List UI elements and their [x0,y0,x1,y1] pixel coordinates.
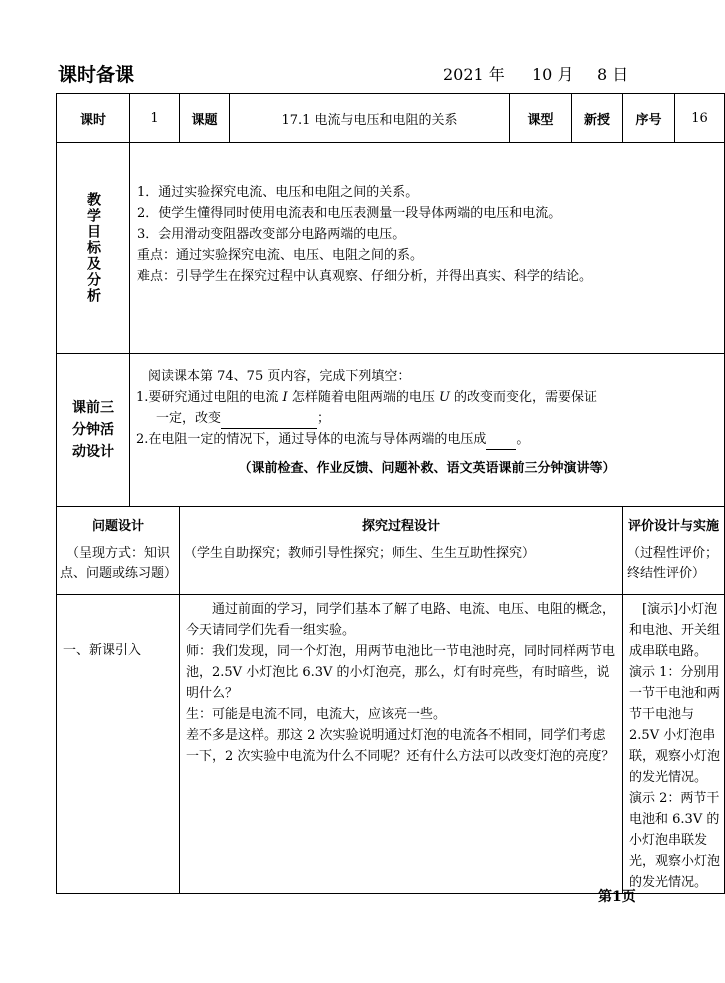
kexing-label: 课型 [510,94,572,143]
info-row [57,94,725,143]
warmup-intro: 阅读课本第 74、75 页内容，完成下列填空： [148,369,411,384]
evaluation-para: 演示 1：分别用一节干电池和两节干电池与 2.5V 小灯泡串联，观察小灯泡的发光情况。 [629,665,721,785]
keti-label: 课题 [180,94,230,143]
warmup-label-cell [57,354,130,507]
evaluation-para: 演示 2：两节干电池和 6.3V 的小灯泡串联发光，观察小灯泡的发光情况。 [629,791,721,890]
page-title: 课时备课 [58,64,135,86]
blank-2[interactable] [486,434,516,450]
goal-line: 1．通过实验探究电流、电压和电阻之间的关系。 [137,184,419,200]
goal-line: 3．会用滑动变阻器改变部分电路两端的电压。 [137,226,406,242]
q1-part-d: 一定，改变 [156,411,222,426]
goal-line: 2．使学生懂得同时使用电流表和电压表测量一段导体两端的电压和电流。 [137,205,562,221]
col3-header [623,507,725,595]
problem-text: 一、新课引入 [63,643,142,658]
process-para: 师：我们发现，同一个灯泡，用两节电池比一节电池时亮，同时同样两节电池，2.5V 小灯泡比 6.3V 的小灯泡亮，那么，灯有时亮些，有时暗些，说明什么？ [186,644,616,701]
col1-head: 问题设计 [91,519,144,534]
q2-end: 。 [516,432,530,447]
warmup-q1 [136,387,718,408]
warmup-content [130,354,725,507]
warmup-q1-cont [136,408,718,429]
col3-sub: （过程性评价；终结性评价） [627,546,719,581]
warmup-note: （课前检查、作业反馈、问题补救、语文英语课前三分钟演讲等） [238,461,616,476]
xuhao-value: 16 [675,94,725,143]
kexing-value: 新授 [572,94,623,143]
process-para: 通过前面的学习，同学们基本了解了电路、电流、电压、电阻的概念，今天请同学们先看一组实验。 [186,602,616,638]
warmup-row [57,354,725,507]
q1-part-a: 1.要研究通过电阻的电流 [136,390,283,405]
q2-text: 2.在电阻一定的情况下，通过导体的电流与导体两端的电压成 [136,432,487,447]
keshi-value: 1 [130,94,180,143]
column-header-row [57,507,725,595]
col1-header [57,507,180,595]
q1-part-c: 的改变而变化，需要保证 [449,390,598,405]
warmup-q2 [136,429,718,450]
date-day: 8 日 [597,65,629,84]
process-para: 差不多是这样。那这 2 次实验说明通过灯泡的电流各不相同，同学们考虑一下，2 次实验中电流为什么不同呢？还有什么方法可以改变灯泡的亮度？ [186,728,615,764]
col2-header [180,507,623,595]
q1-part-b: 怎样随着电阻两端的电压 [287,390,439,405]
lesson-plan-table [56,93,725,894]
goals-label-cell [57,143,130,354]
keshi-label: 课时 [57,94,130,143]
xuhao-label: 序号 [623,94,675,143]
keti-value: 17.1 电流与电压和电阻的关系 [230,94,510,143]
goal-line: 难点：引导学生在探究过程中认真观察、仔细分析，并得出真实、科学的结论。 [137,268,593,284]
col2-head: 探究过程设计 [362,519,441,534]
process-cell [180,595,623,894]
evaluation-cell [623,595,725,894]
goals-label: 教学目标及分析 [85,192,101,304]
warmup-label: 课前三分钟活动设计 [72,400,114,460]
evaluation-para: [演示]小灯泡和电池、开关组成串联电路。 [629,602,721,659]
goal-line: 重点：通过实验探究电流、电压、电阻之间的系。 [137,247,424,263]
var-i: I [282,390,288,405]
q1-part-e: ； [317,411,331,426]
var-u: U [438,390,450,405]
body-row [57,595,725,894]
col2-sub: （学生自助探究；教师引导性探究；师生、生生互助性探究） [184,546,536,561]
col1-sub: （呈现方式：知识点、问题或练习题） [60,546,178,581]
process-para: 生：可能是电流不同，电流大，应该亮一些。 [186,707,447,722]
page-number: 第1页 [598,889,636,905]
goals-content [130,143,725,354]
blank-1[interactable] [221,413,317,429]
date-year: 2021 年 [443,65,505,84]
date-month: 10 月 [532,65,574,84]
problem-cell [57,595,180,894]
goals-row [57,143,725,354]
col3-head: 评价设计与实施 [628,519,720,534]
